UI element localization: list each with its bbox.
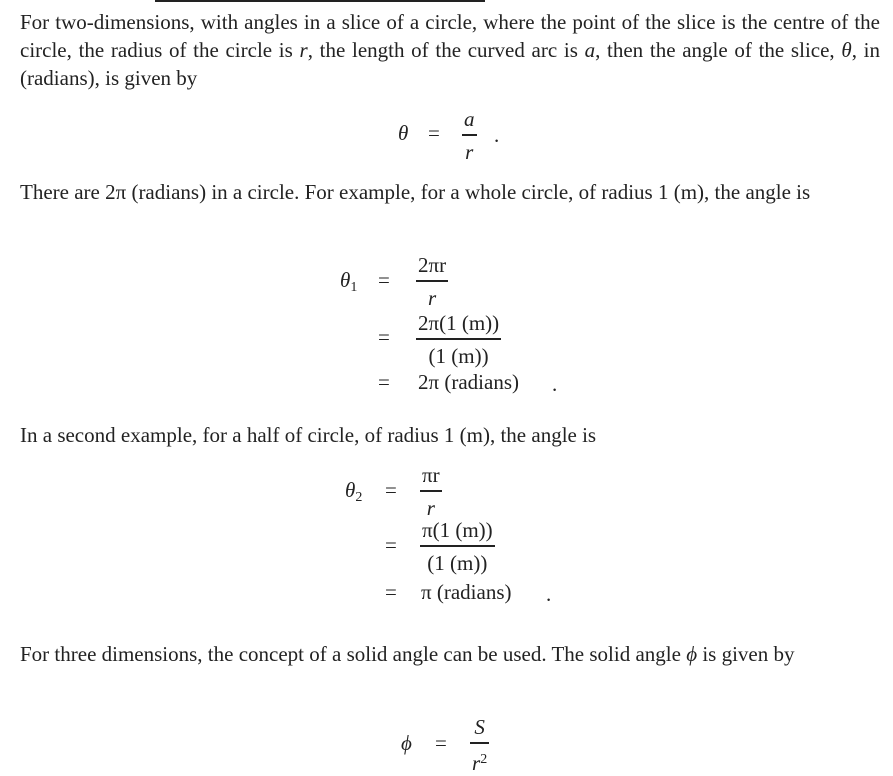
eq-phi-den-r: r (472, 750, 481, 775)
circle-paragraph: There are 2π (radians) in a circle. For example, for a whole circle, of radius 1 (m), the angle is (20, 180, 811, 204)
eq-theta2-row1-fraction (420, 462, 442, 521)
eq-theta-equals: = (428, 121, 440, 145)
eq-theta1-equals-1: = (378, 268, 390, 292)
eq-theta2-subscript: 2 (355, 490, 363, 505)
eq-theta2-symbol: θ (345, 478, 356, 502)
intro-text-3: , then the angle of the slice, (595, 38, 842, 62)
intro-paragraph (20, 8, 880, 92)
intro-var-a: a (584, 38, 596, 62)
eq-theta1-row1-denominator: r (427, 285, 437, 310)
eq-theta1-row1-fraction (416, 252, 448, 311)
intro-text-4: , in (radians), is given by (20, 38, 880, 90)
eq-theta2-lhs (345, 478, 362, 506)
eq-theta2-row1-denominator: r (426, 495, 435, 520)
eq-theta2-equals-2: = (385, 533, 397, 557)
fraction-bar (416, 338, 501, 340)
eq-phi-den-exponent: 2 (480, 751, 488, 767)
eq-theta1-equals-2: = (378, 325, 390, 349)
eq-theta2-row3-value: π (radians) (421, 580, 512, 604)
eq-theta1-symbol: θ (340, 268, 351, 292)
eq-theta2-equals-1: = (385, 478, 397, 502)
eq-theta1-row2-numerator: 2π(1 (m)) (418, 311, 500, 335)
fraction-bar (470, 742, 489, 744)
eq-theta1-row3-value: 2π (radians) (418, 370, 519, 394)
eq-theta1-row2-fraction (416, 310, 501, 369)
eq-theta2-row2-fraction (420, 517, 495, 576)
solid-var-phi: ϕ (686, 642, 698, 666)
eq-phi-lhs: ϕ (401, 731, 412, 755)
eq-theta1-row1-numerator (416, 252, 448, 278)
intro-var-r: r (299, 38, 308, 62)
eq-phi-fraction (470, 714, 489, 776)
eq-phi-denominator (470, 747, 489, 776)
solid-text-2: is given by (697, 642, 795, 666)
top-rule (155, 0, 485, 2)
eq-theta-numerator: a (464, 107, 475, 131)
intro-text-2: , the length of the curved arc is (307, 38, 585, 62)
eq-phi-numerator: S (474, 715, 485, 739)
intro-var-theta: θ (841, 38, 852, 62)
eq-theta-lhs: θ (398, 121, 409, 145)
eq-theta-fraction (462, 106, 477, 165)
eq-theta1-equals-3: = (378, 370, 390, 394)
eq-theta2-row1-numerator: πr (422, 463, 440, 487)
half-circle-paragraph: In a second example, for a half of circle, of radius 1 (m), the angle is (20, 423, 597, 447)
eq-theta1-row1-num-text: 2πr (418, 253, 447, 277)
eq-theta1-lhs (340, 268, 357, 296)
eq-phi-equals: = (435, 731, 447, 755)
fraction-bar (462, 134, 477, 136)
eq-theta1-period: . (552, 372, 558, 396)
eq-theta1-subscript: 1 (350, 280, 358, 295)
eq-theta2-equals-3: = (385, 580, 397, 604)
fraction-bar (420, 490, 442, 492)
solid-angle-paragraph (20, 640, 880, 668)
fraction-bar (416, 280, 448, 282)
fraction-bar (420, 545, 495, 547)
solid-text-1: For three dimensions, the concept of a solid angle can be used. The solid angle (20, 642, 687, 666)
eq-theta-period: . (494, 123, 500, 147)
eq-theta-denominator: r (465, 139, 474, 164)
eq-theta2-row2-denominator: (1 (m)) (427, 550, 488, 575)
eq-theta1-row2-denominator: (1 (m)) (428, 343, 489, 368)
intro-text-1: For two-dimensions, with angles in a slice of a circle, where the point of the slice is the centre of the circle, the radius of the circle is (20, 10, 880, 62)
eq-theta2-period: . (546, 582, 552, 606)
eq-theta2-row2-numerator: π(1 (m)) (422, 518, 493, 542)
